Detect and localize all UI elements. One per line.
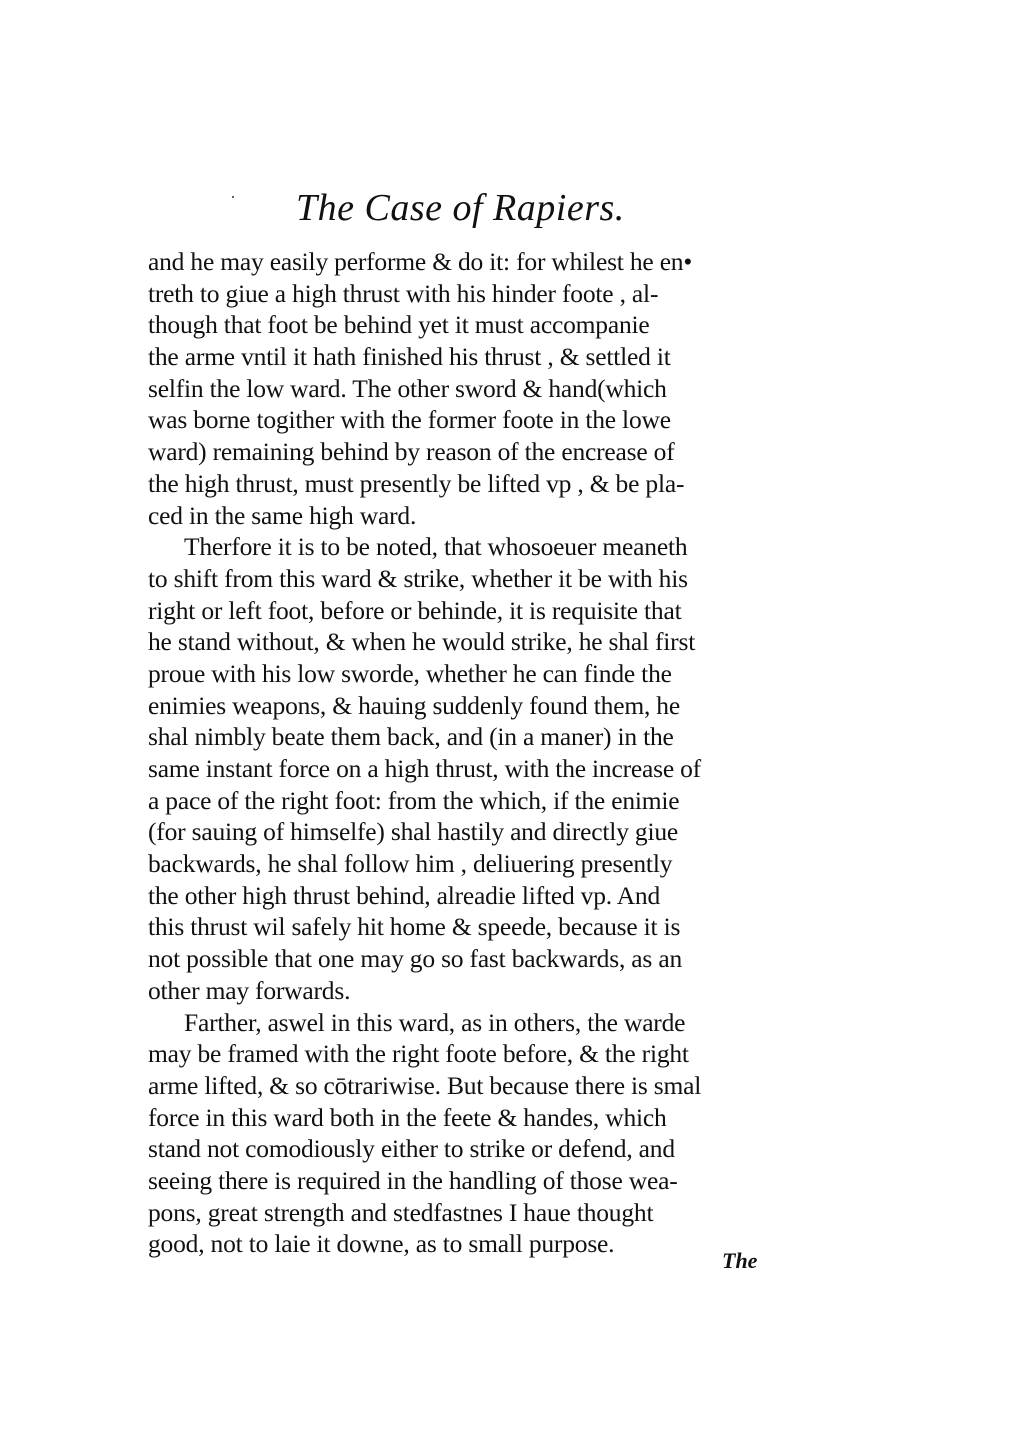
text-line: was borne togither with the former foote in the lowe [148, 405, 671, 435]
text-line: force in this ward both in the feete & handes, which [148, 1102, 667, 1132]
body-text [148, 246, 768, 1260]
text-line: seeing there is required in the handling of those wea- [148, 1165, 678, 1195]
text-line: (for sauing of himselfe) shal hastily and directly giue [148, 817, 679, 847]
text-line: arme lifted, & so cōtrariwise. But because there is smal [148, 1070, 702, 1100]
text-line: right or left foot, before or behinde, it is requisite that [148, 595, 682, 625]
catchword: The [722, 1248, 758, 1273]
text-line: backwards, he shal follow him , deliuering presently [148, 849, 673, 879]
text-line: enimies weapons, & hauing suddenly found them, he [148, 690, 680, 720]
text-line: a pace of the right foot: from the which, if the enimie [148, 785, 680, 815]
text-line: proue with his low sworde, whether he can finde the [148, 658, 672, 688]
paragraph-start-line: Farther, aswel in this ward, as in others, the warde [184, 1007, 686, 1037]
text-line: to shift from this ward & strike, whether it be with his [148, 563, 688, 593]
running-head: The Case of Rapiers. [296, 187, 625, 229]
text-line: ward) remaining behind by reason of the encrease of [148, 437, 675, 467]
text-line: not possible that one may go so fast backwards, as an [148, 944, 682, 974]
text-line: treth to giue a high thrust with his hinder foote , al- [148, 278, 659, 308]
text-line: same instant force on a high thrust, with the increase of [148, 754, 701, 783]
text-line: pons, great strength and stedfastnes I haue thought [148, 1197, 654, 1227]
text-line: and he may easily performe & do it: for whilest he en• [148, 247, 693, 276]
ink-speck [232, 196, 234, 198]
text-line: the arme vntil it hath finished his thrust , & settled it [148, 342, 671, 372]
text-line: the other high thrust behind, alreadie lifted vp. And [148, 880, 661, 910]
text-line: he stand without, & when he would strike, he shal first [148, 627, 696, 657]
text-line: stand not comodiously either to strike or defend, and [148, 1134, 675, 1164]
text-line: this thrust wil safely hit home & speede, because it is [148, 912, 681, 942]
paragraph-start-line: Therfore it is to be noted, that whosoeuer meaneth [184, 532, 688, 562]
text-line: the high thrust, must presently be lifted vp , & be pla- [148, 468, 685, 498]
text-line: though that foot be behind yet it must accompanie [148, 310, 650, 340]
text-line: may be framed with the right foote before, & the right [148, 1039, 689, 1069]
text-line: good, not to laie it downe, as to small purpose. [148, 1229, 615, 1259]
text-line: other may forwards. [148, 975, 351, 1005]
text-line: shal nimbly beate them back, and (in a maner) in the [148, 722, 674, 752]
text-line: selfin the low ward. The other sword & hand(which [148, 373, 667, 403]
text-line: ced in the same high ward. [148, 500, 417, 530]
